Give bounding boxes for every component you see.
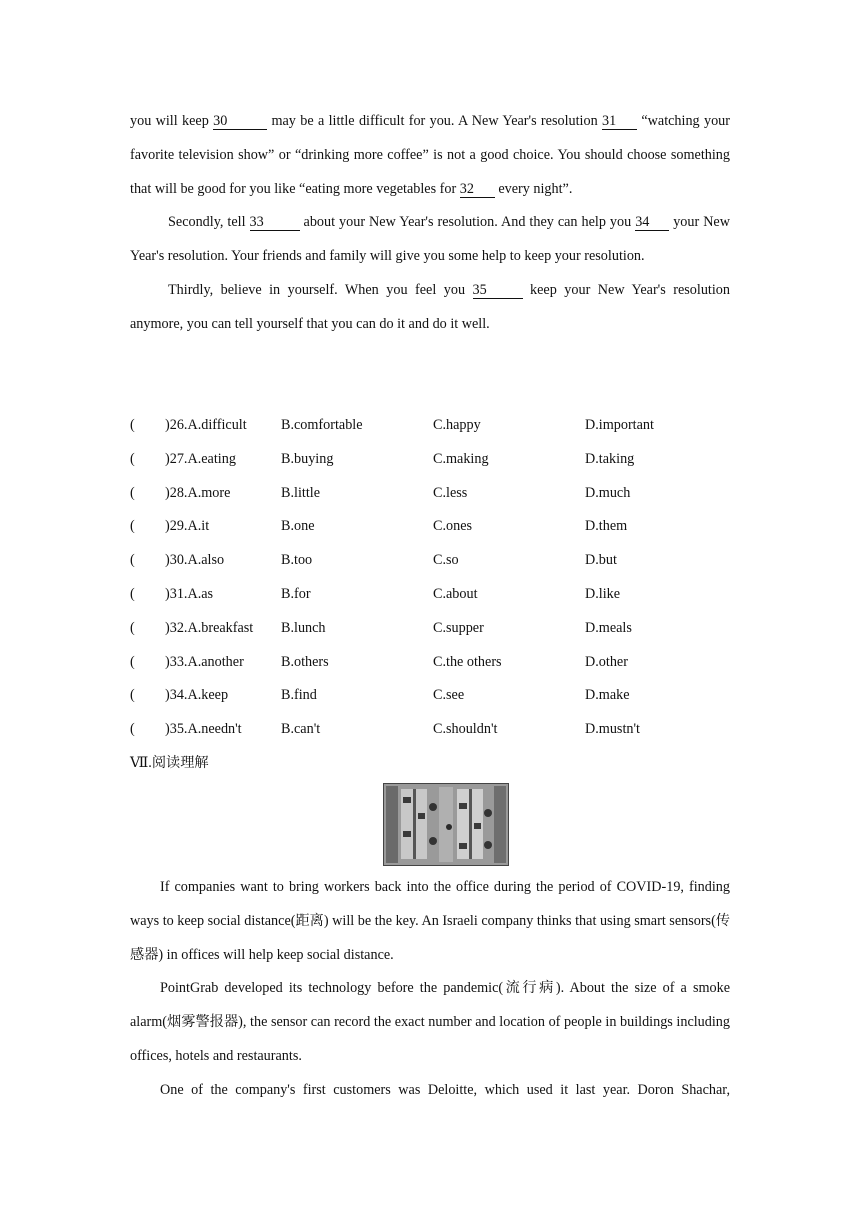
option-c: C.so <box>433 552 459 569</box>
option-c: C.about <box>433 585 478 602</box>
question-row <box>130 544 730 578</box>
cloze-paragraph-3 <box>130 274 730 342</box>
option-a: )34.A.keep <box>165 687 229 704</box>
text-run: Secondly, tell <box>168 214 250 231</box>
option-a: )33.A.another <box>165 653 244 670</box>
option-a: )26.A.difficult <box>165 417 247 433</box>
answer-paren[interactable]: ( <box>130 484 135 501</box>
blank-30: 30 <box>213 113 267 130</box>
reading-passage <box>130 871 730 1108</box>
option-c: C.see <box>433 687 465 704</box>
question-row <box>130 443 730 477</box>
blank-34: 34 <box>635 214 669 231</box>
option-a: )32.A.breakfast <box>165 619 254 636</box>
question-row <box>130 409 730 443</box>
option-d: D.important <box>585 417 654 433</box>
section-title: Ⅶ.阅读理解 <box>130 755 209 771</box>
answer-paren[interactable]: ( <box>130 585 135 602</box>
option-c: C.supper <box>433 619 484 636</box>
option-c: C.making <box>433 450 489 467</box>
blank-31: 31 <box>602 113 637 130</box>
option-c: C.shouldn't <box>433 721 498 738</box>
reading-paragraph-2: PointGrab developed its technology before the pandemic(流行病). About the size of a smoke alarm(烟雾警报器), the sensor can record the exact number and location of people in buildings including offices, hotels and restaurants. <box>130 980 730 1064</box>
question-row <box>130 510 730 544</box>
text-run: Thirdly, believe in yourself. When you feel you <box>168 281 473 298</box>
question-row <box>130 646 730 680</box>
option-b: B.little <box>281 484 321 501</box>
option-d: D.mustn't <box>585 721 640 738</box>
question-row <box>130 612 730 646</box>
reading-paragraph-3: One of the company's first customers was Deloitte, which used it last year. Doron Shachar, <box>160 1081 730 1098</box>
option-b: B.lunch <box>281 619 326 636</box>
text-run: your New Year's resolution. Your friends and family will give you some help to keep your resolution. <box>130 214 730 265</box>
question-list <box>130 409 730 747</box>
cloze-paragraph-2 <box>130 206 730 274</box>
option-d: D.taking <box>585 450 635 467</box>
option-c: C.less <box>433 484 468 501</box>
text-run: may be a little difficult for you. A New Year's resolution <box>267 113 603 129</box>
question-row <box>130 713 730 747</box>
answer-paren[interactable]: ( <box>130 721 135 738</box>
option-a: )28.A.more <box>165 484 231 501</box>
option-b: B.one <box>281 518 315 535</box>
text-run: you will keep <box>130 113 214 129</box>
option-b: B.others <box>281 653 329 670</box>
option-d: D.them <box>585 518 628 535</box>
option-d: D.much <box>585 484 631 501</box>
option-a: )31.A.as <box>165 585 214 602</box>
text-run: about your New Year's resolution. And they can help you <box>299 214 636 231</box>
question-row <box>130 578 730 612</box>
option-b: B.find <box>281 687 317 704</box>
question-row <box>130 477 730 511</box>
answer-paren[interactable]: ( <box>130 552 135 569</box>
option-a: )29.A.it <box>165 518 210 535</box>
option-b: B.too <box>281 552 313 569</box>
option-d: D.other <box>585 653 628 670</box>
option-d: D.make <box>585 687 630 704</box>
option-b: B.can't <box>281 721 321 738</box>
option-c: C.the others <box>433 653 502 670</box>
option-a: )27.A.eating <box>165 450 236 467</box>
office-photo <box>383 783 509 866</box>
option-b: B.for <box>281 585 311 602</box>
option-c: C.happy <box>433 417 481 433</box>
answer-paren[interactable]: ( <box>130 518 135 535</box>
answer-paren[interactable]: ( <box>130 653 135 670</box>
answer-paren[interactable]: ( <box>130 619 135 636</box>
cloze-paragraph-1 <box>130 105 730 206</box>
option-d: D.like <box>585 585 621 602</box>
answer-paren[interactable]: ( <box>130 450 135 467</box>
text-run: every night”. <box>494 180 573 197</box>
blank-35: 35 <box>473 282 523 299</box>
option-b: B.comfortable <box>281 417 363 433</box>
blank-32: 32 <box>460 181 495 198</box>
answer-paren[interactable]: ( <box>130 687 135 704</box>
option-d: D.but <box>585 552 617 569</box>
option-a: )30.A.also <box>165 552 225 569</box>
answer-paren[interactable]: ( <box>130 417 135 433</box>
reading-paragraph-1: If companies want to bring workers back into the office during the period of COVID-19, finding ways to keep social distance(距离) will be the key. An Israeli company thinks that using smart sensors(传感器) in offices will help keep social distance. <box>130 879 730 963</box>
text-run: “watching your favorite television show” or “drinking more coffee” is not a good choice. You should choose something that will be good for you like “eating more vegetables for <box>130 113 730 197</box>
option-a: )35.A.needn't <box>165 721 242 738</box>
text-run: keep your New Year's resolution anymore, you can tell yourself that you can do it and do it well. <box>130 281 730 332</box>
option-b: B.buying <box>281 450 334 467</box>
option-c: C.ones <box>433 518 473 535</box>
question-row <box>130 679 730 713</box>
cloze-passage <box>130 105 730 342</box>
blank-33: 33 <box>250 214 300 231</box>
option-d: D.meals <box>585 619 632 636</box>
